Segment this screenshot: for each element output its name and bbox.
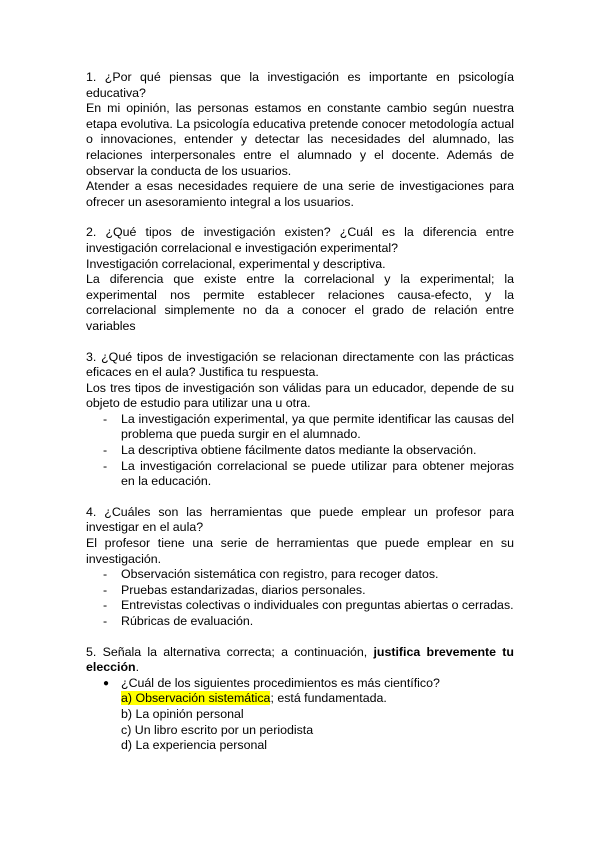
question-5-section bbox=[86, 645, 514, 754]
list-item-text: La investigación experimental, ya que permite identificar las causas del problema que pueda surgir en el alumnado. bbox=[121, 411, 514, 442]
list-item bbox=[86, 412, 514, 443]
list-item-text: Observación sistemática con registro, para recoger datos. bbox=[121, 567, 439, 582]
dash-bullet: - bbox=[103, 614, 108, 628]
question-2: 2. ¿Qué tipos de investigación existen? ¿Cuál es la diferencia entre investigación correlacional e investigación experimental? bbox=[86, 225, 514, 255]
list-item bbox=[86, 443, 514, 459]
list-item bbox=[86, 598, 514, 614]
answer-4-paragraph-1: El profesor tiene una serie de herramientas que puede emplear en su investigación. bbox=[86, 536, 514, 566]
list-item bbox=[86, 614, 514, 630]
answer-2-paragraph-1: Investigación correlacional, experimental y descriptiva. bbox=[86, 256, 386, 271]
question-1-section bbox=[86, 70, 514, 210]
question-2-section bbox=[86, 225, 514, 334]
dash-bullet: - bbox=[103, 458, 108, 473]
question-4: 4. ¿Cuáles son las herramientas que puede emplear un profesor para investigar en el aula? bbox=[86, 504, 514, 535]
answer-1-paragraph-1: En mi opinión, las personas estamos en constante cambio según nuestra etapa evolutiva. La psicología educativa pretende conocer metodología actual o innovaciones, entender y detectar las necesidades del alumnado, las relaciones interpersonales entre el alumnado y el docente. Además de observar la conducta de los usuarios. bbox=[86, 101, 514, 178]
option-c: c) Un libro escrito por un periodista bbox=[121, 722, 314, 737]
question-1: 1. ¿Por qué piensas que la investigación es importante en psicología educativa? bbox=[86, 70, 514, 100]
dash-bullet: - bbox=[103, 411, 108, 426]
answer-3-list bbox=[86, 412, 514, 490]
question-5-text: 5. Señala la alternativa correcta; a continuación, bbox=[86, 644, 374, 659]
question-3-section bbox=[86, 350, 514, 490]
list-item-text: Pruebas estandarizadas, diarios personales. bbox=[121, 582, 366, 597]
dot-bullet: ● bbox=[103, 677, 110, 689]
option-b: b) La opinión personal bbox=[121, 706, 244, 721]
list-item-text: Rúbricas de evaluación. bbox=[121, 614, 254, 628]
question-5-end: . bbox=[135, 660, 140, 675]
question-5-bold-text: justifica brevemente tu elección bbox=[86, 644, 514, 675]
option-a bbox=[121, 691, 514, 707]
answer-5-list bbox=[86, 676, 514, 692]
list-item-text: Entrevistas colectivas o individuales con preguntas abiertas o cerradas. bbox=[121, 598, 514, 613]
document-page bbox=[86, 70, 514, 769]
dash-bullet: - bbox=[103, 443, 108, 458]
list-item-text: La investigación correlacional se puede utilizar para obtener mejoras en la educación. bbox=[121, 458, 514, 489]
list-item bbox=[86, 567, 514, 583]
options-list bbox=[86, 691, 514, 753]
answer-4-list bbox=[86, 567, 514, 629]
bullet-question: ¿Cuál de los siguientes procedimientos es más científico? bbox=[121, 675, 440, 690]
answer-1-paragraph-2: Atender a esas necesidades requiere de una serie de investigaciones para ofrecer un asesoramiento integral a los usuarios. bbox=[86, 179, 514, 209]
question-3: 3. ¿Qué tipos de investigación se relacionan directamente con las prácticas eficaces en el aula? Justifica tu respuesta. bbox=[86, 349, 514, 380]
dash-bullet: - bbox=[103, 598, 108, 613]
dash-bullet: - bbox=[103, 567, 108, 582]
dash-bullet: - bbox=[103, 582, 108, 597]
option-d: d) La experiencia personal bbox=[121, 738, 268, 753]
question-4-section bbox=[86, 505, 514, 630]
list-item bbox=[86, 583, 514, 599]
list-item-text: La descriptiva obtiene fácilmente datos mediante la observación. bbox=[121, 443, 477, 458]
list-item bbox=[86, 459, 514, 490]
highlighted-answer: a) Observación sistemática bbox=[121, 691, 271, 706]
option-a-justification: ; está fundamentada. bbox=[270, 691, 387, 706]
answer-2-paragraph-2: La diferencia que existe entre la correlacional y la experimental; la experimental nos permite establecer relaciones causa-efecto, y la correlacional simplemente no da a conocer el grado de relación entre variables bbox=[86, 272, 514, 333]
question-5 bbox=[86, 645, 514, 676]
list-item bbox=[86, 676, 514, 692]
answer-3-paragraph-1: Los tres tipos de investigación son válidas para un educador, depende de su objeto de estudio para utilizar una u otra. bbox=[86, 380, 514, 411]
